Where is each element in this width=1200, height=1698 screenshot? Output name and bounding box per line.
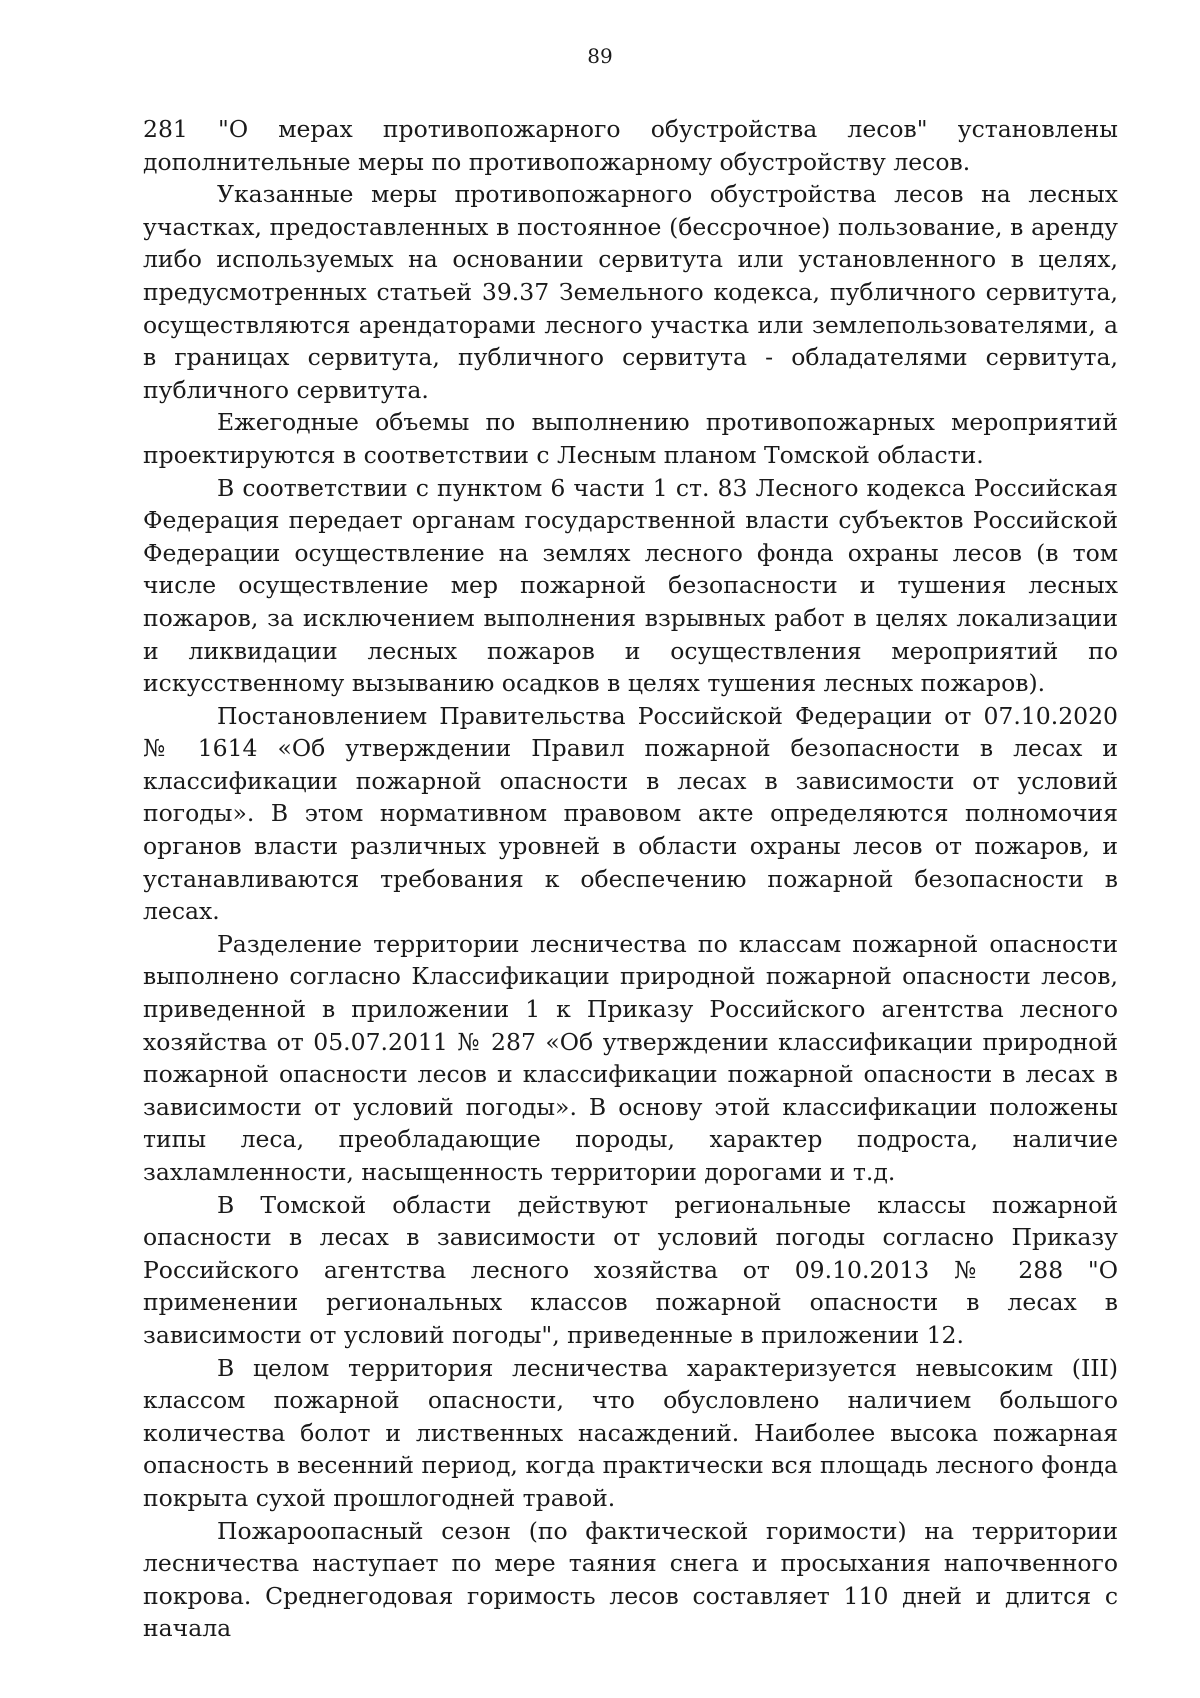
paragraph: В целом территория лесничества характеризуется невысоким (III) классом пожарной опасности, что обусловлено наличием большого количества болот и лиственных насаждений. Наиболее высока пожарная опасность в весенний период, когда практически вся площадь лесного фонда покрыта сухой прошлогодней травой. xyxy=(143,1353,1118,1512)
paragraph: Постановлением Правительства Российской Федерации от 07.10.2020 № 1614 «Об утверждении Правил пожарной безопасности в лесах и классификации пожарной опасности в лесах в зависимости от условий погоды». В этом нормативном правовом акте определяются полномочия органов власти различных уровней в области охраны лесов от пожаров, и устанавливаются требования к обеспечению пожарной безопасности в лесах. xyxy=(143,701,1118,926)
paragraph: Ежегодные объемы по выполнению противопожарных мероприятий проектируются в соответствии с Лесным планом Томской области. xyxy=(143,408,1118,469)
paragraph: Разделение территории лесничества по классам пожарной опасности выполнено согласно Классификации природной пожарной опасности лесов, приведенной в приложении 1 к Приказу Российского агентства лесного хозяйства от 05.07.2011 № 287 «Об утверждении классификации природной пожарной опасности лесов и классификации пожарной опасности в лесах в зависимости от условий погоды». В основу этой классификации положены типы леса, преобладающие породы, характер подроста, наличие захламленности, насыщенность территории дорогами и т.д. xyxy=(143,929,1118,1186)
document-body xyxy=(143,113,1118,1645)
paragraph: Пожароопасный сезон (по фактической горимости) на территории лесничества наступает по мере таяния снега и просыхания напочвенного покрова. Среднегодовая горимость лесов составляет 110 дней и длится с начала xyxy=(143,1516,1118,1643)
page-number: 89 xyxy=(587,44,613,68)
paragraph-continuation: 281 "О мерах противопожарного обустройства лесов" установлены дополнительные меры по противопожарному обустройству лесов. xyxy=(143,115,1118,176)
paragraph: В соответствии с пунктом 6 части 1 ст. 83 Лесного кодекса Российская Федерация передает органам государственной власти субъектов Российской Федерации осуществление на землях лесного фонда охраны лесов (в том числе осуществление мер пожарной безопасности и тушения лесных пожаров, за исключением выполнения взрывных работ в целях локализации и ликвидации лесных пожаров и осуществления мероприятий по искусственному вызыванию осадков в целях тушения лесных пожаров). xyxy=(143,473,1118,698)
paragraph: Указанные меры противопожарного обустройства лесов на лесных участках, предоставленных в постоянное (бессрочное) пользование, в аренду либо используемых на основании сервитута или установленного в целях, предусмотренных статьей 39.37 Земельного кодекса, публичного сервитута, осуществляются арендаторами лесного участка или землепользователями, а в границах сервитута, публичного сервитута - обладателями сервитута, публичного сервитута. xyxy=(143,180,1118,404)
paragraph: В Томской области действуют региональные классы пожарной опасности в лесах в зависимости от условий погоды согласно Приказу Российского агентства лесного хозяйства от 09.10.2013 № 288 "О применении региональных классов пожарной опасности в лесах в зависимости от условий погоды", приведенные в приложении 12. xyxy=(143,1190,1118,1349)
